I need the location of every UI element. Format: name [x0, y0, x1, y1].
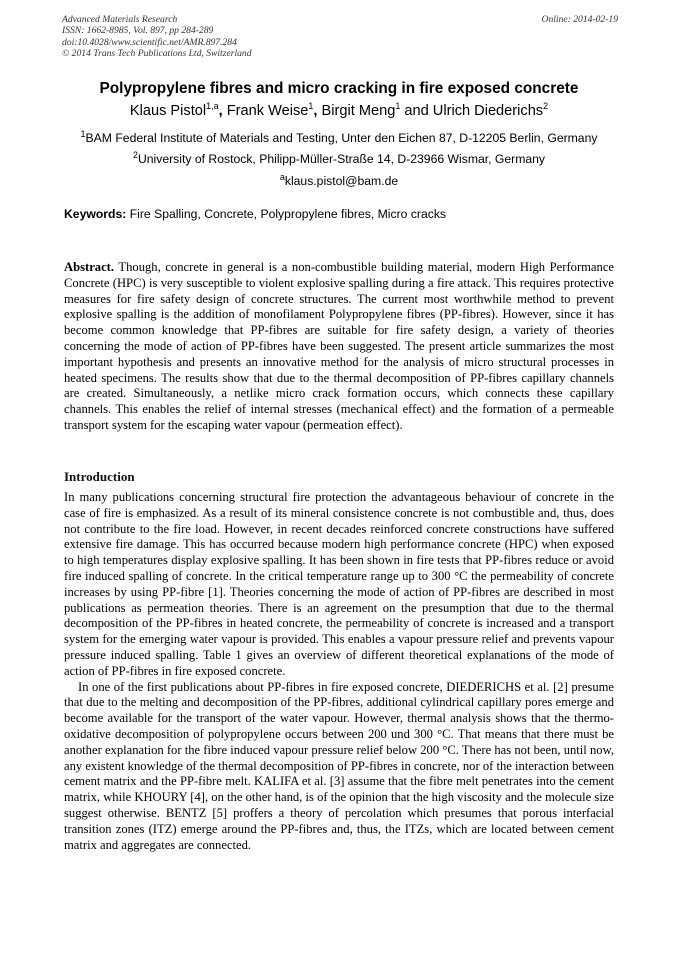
email-address[interactable]: klaus.pistol@bam.de [284, 174, 399, 188]
copyright-line: © 2014 Trans Tech Publications Ltd, Switzerland [62, 48, 252, 60]
affiliation-sup: 1 [80, 128, 86, 139]
keywords [64, 207, 624, 221]
journal-header [62, 14, 618, 60]
affiliation-1 [40, 128, 638, 145]
affiliation-2 [40, 149, 638, 166]
author-sup: 1,a [206, 101, 219, 112]
author-name: and Ulrich Diederichs [404, 103, 544, 119]
author-name: Frank Weise [226, 103, 309, 119]
introduction-body [64, 490, 614, 853]
online-date: Online: 2014-02-19 [541, 14, 618, 25]
intro-paragraph-1: In many publications concerning structural fire protection the advantageous behaviour of concrete in the case of fire is emphasized. As a result of its mineral consistence concrete is not combustible and, thus, does not contribute to the fire load. However, in recent decades reinforced concrete constructions have suffered extensive fire damage. This has occurred because modern high performance concrete (HPC) when exposed to high temperatures display explosive spalling. It has been shown in fire tests that PP-fibres reduce or avoid fire induced spalling of concrete. In the critical temperature range up to 300 °C the permeability of concrete increases by using PP-fibre [1]. Theories concerning the mode of action of PP-fibres are described in most publications as permeation theories. There is an agreement on the presumption that due to the thermal decomposition of the PP-fibres in heated concrete, the permeability of concrete is increased and a transport system for the emerging water vapour is provided. This enables a vapour pressure relief and prevents vapour pressure induced spalling. Table 1 gives an overview of different theoretical explanations of the mode of action of PP-fibres in fire exposed concrete. [64, 490, 614, 678]
abstract-text: Though, concrete in general is a non-combustible building material, modern High Performance Concrete (HPC) is very susceptible to violent explosive spalling during a fire attack. This requires protective measures for fire safety design of concrete structures. The current most worthwhile method to prevent explosive spalling is the addition of monofilament Polypropylene fibres (PP-fibres). However, since it has become common knowledge that PP-fibres are suitable for fire safety design, a variety of theories concerning the mode of action of PP-fibres have been suggested. The present article summarizes the most important hypothesis and presents an innovative method for the analysis of micro structural processes in heated specimens. The results show that due to the thermal decomposition of PP-fibres capillary channels are created. Simultaneously, a netlike micro crack formation occurs, which connects these capillary channels. This enables the relief of internal stresses (mechanical effect) and the formation of a permeable transport system for the escaping water vapour (permeation effect). [64, 260, 615, 432]
intro-paragraph-2: In one of the first publications about PP-fibres in fire exposed concrete, DIEDERICHS et al. [2] presume that due to the melting and decomposition of the PP-fibres, additional cylindrical capillary pores emerge and become available for the transport of the water vapour. However, thermal analysis shows that the thermo-oxidative decomposition of polypropylene occurs between 200 und 300 °C. That means that there must be another explanation for the fibre induced vapour pressure relief below 200 °C. There has not been, until now, any existent knowledge of the thermal decomposition of PP-fibres in concrete, nor of the interaction between cement matrix and the PP-fibre melt. KALIFA et al. [3] assume that the fibre melt penetrates into the cement matrix, while KHOURY [4], on the other hand, is of the opinion that the high viscosity and the molecule size suggest otherwise. BENTZ [5] proffers a theory of percolation which presumes that porous interfacial transition zones (ITZ) emerge around the PP-fibres and, thus, the ITZs, which are located between cement matrix and aggregates are connected. [64, 679, 614, 852]
author-line: Klaus Pistol$^{1,a}$, Frank Weise$^1$, Birgit Meng$^1$ and Ulrich Diederichs$^2$ [129, 101, 549, 119]
author-sup: 1 [395, 101, 401, 112]
abstract [64, 260, 614, 434]
paper-title: Polypropylene fibres and micro cracking in fire exposed concrete [99, 80, 579, 97]
author-sup: 1 [308, 101, 314, 112]
doi-line[interactable]: doi:10.4028/www.scientific.net/AMR.897.284 [62, 36, 237, 48]
keywords-label: Keywords: [64, 207, 127, 221]
affiliation-text: BAM Federal Institute of Materials and Testing, Unter den Eichen 87, D-12205 Berlin, Germany [85, 131, 598, 145]
journal-name: Advanced Materials Research [62, 14, 178, 25]
issn-line: ISSN: 1662-8985, Vol. 897, pp 284-289 [62, 25, 214, 37]
abstract-label: Abstract. [64, 260, 115, 274]
email-sup: a [279, 171, 285, 182]
keywords-text: Fire Spalling, Concrete, Polypropylene fibres, Micro cracks [129, 207, 447, 221]
author-name: Klaus Pistol [129, 103, 207, 119]
email-line [40, 171, 638, 188]
author-name: Birgit Meng [321, 103, 396, 119]
section-heading-introduction: Introduction [64, 469, 135, 484]
affiliation-sup: 2 [132, 149, 138, 160]
author-sup: 2 [543, 101, 549, 112]
affiliation-text: University of Rostock, Philipp-Müller-Straße 14, D-23966 Wismar, Germany [137, 152, 546, 166]
